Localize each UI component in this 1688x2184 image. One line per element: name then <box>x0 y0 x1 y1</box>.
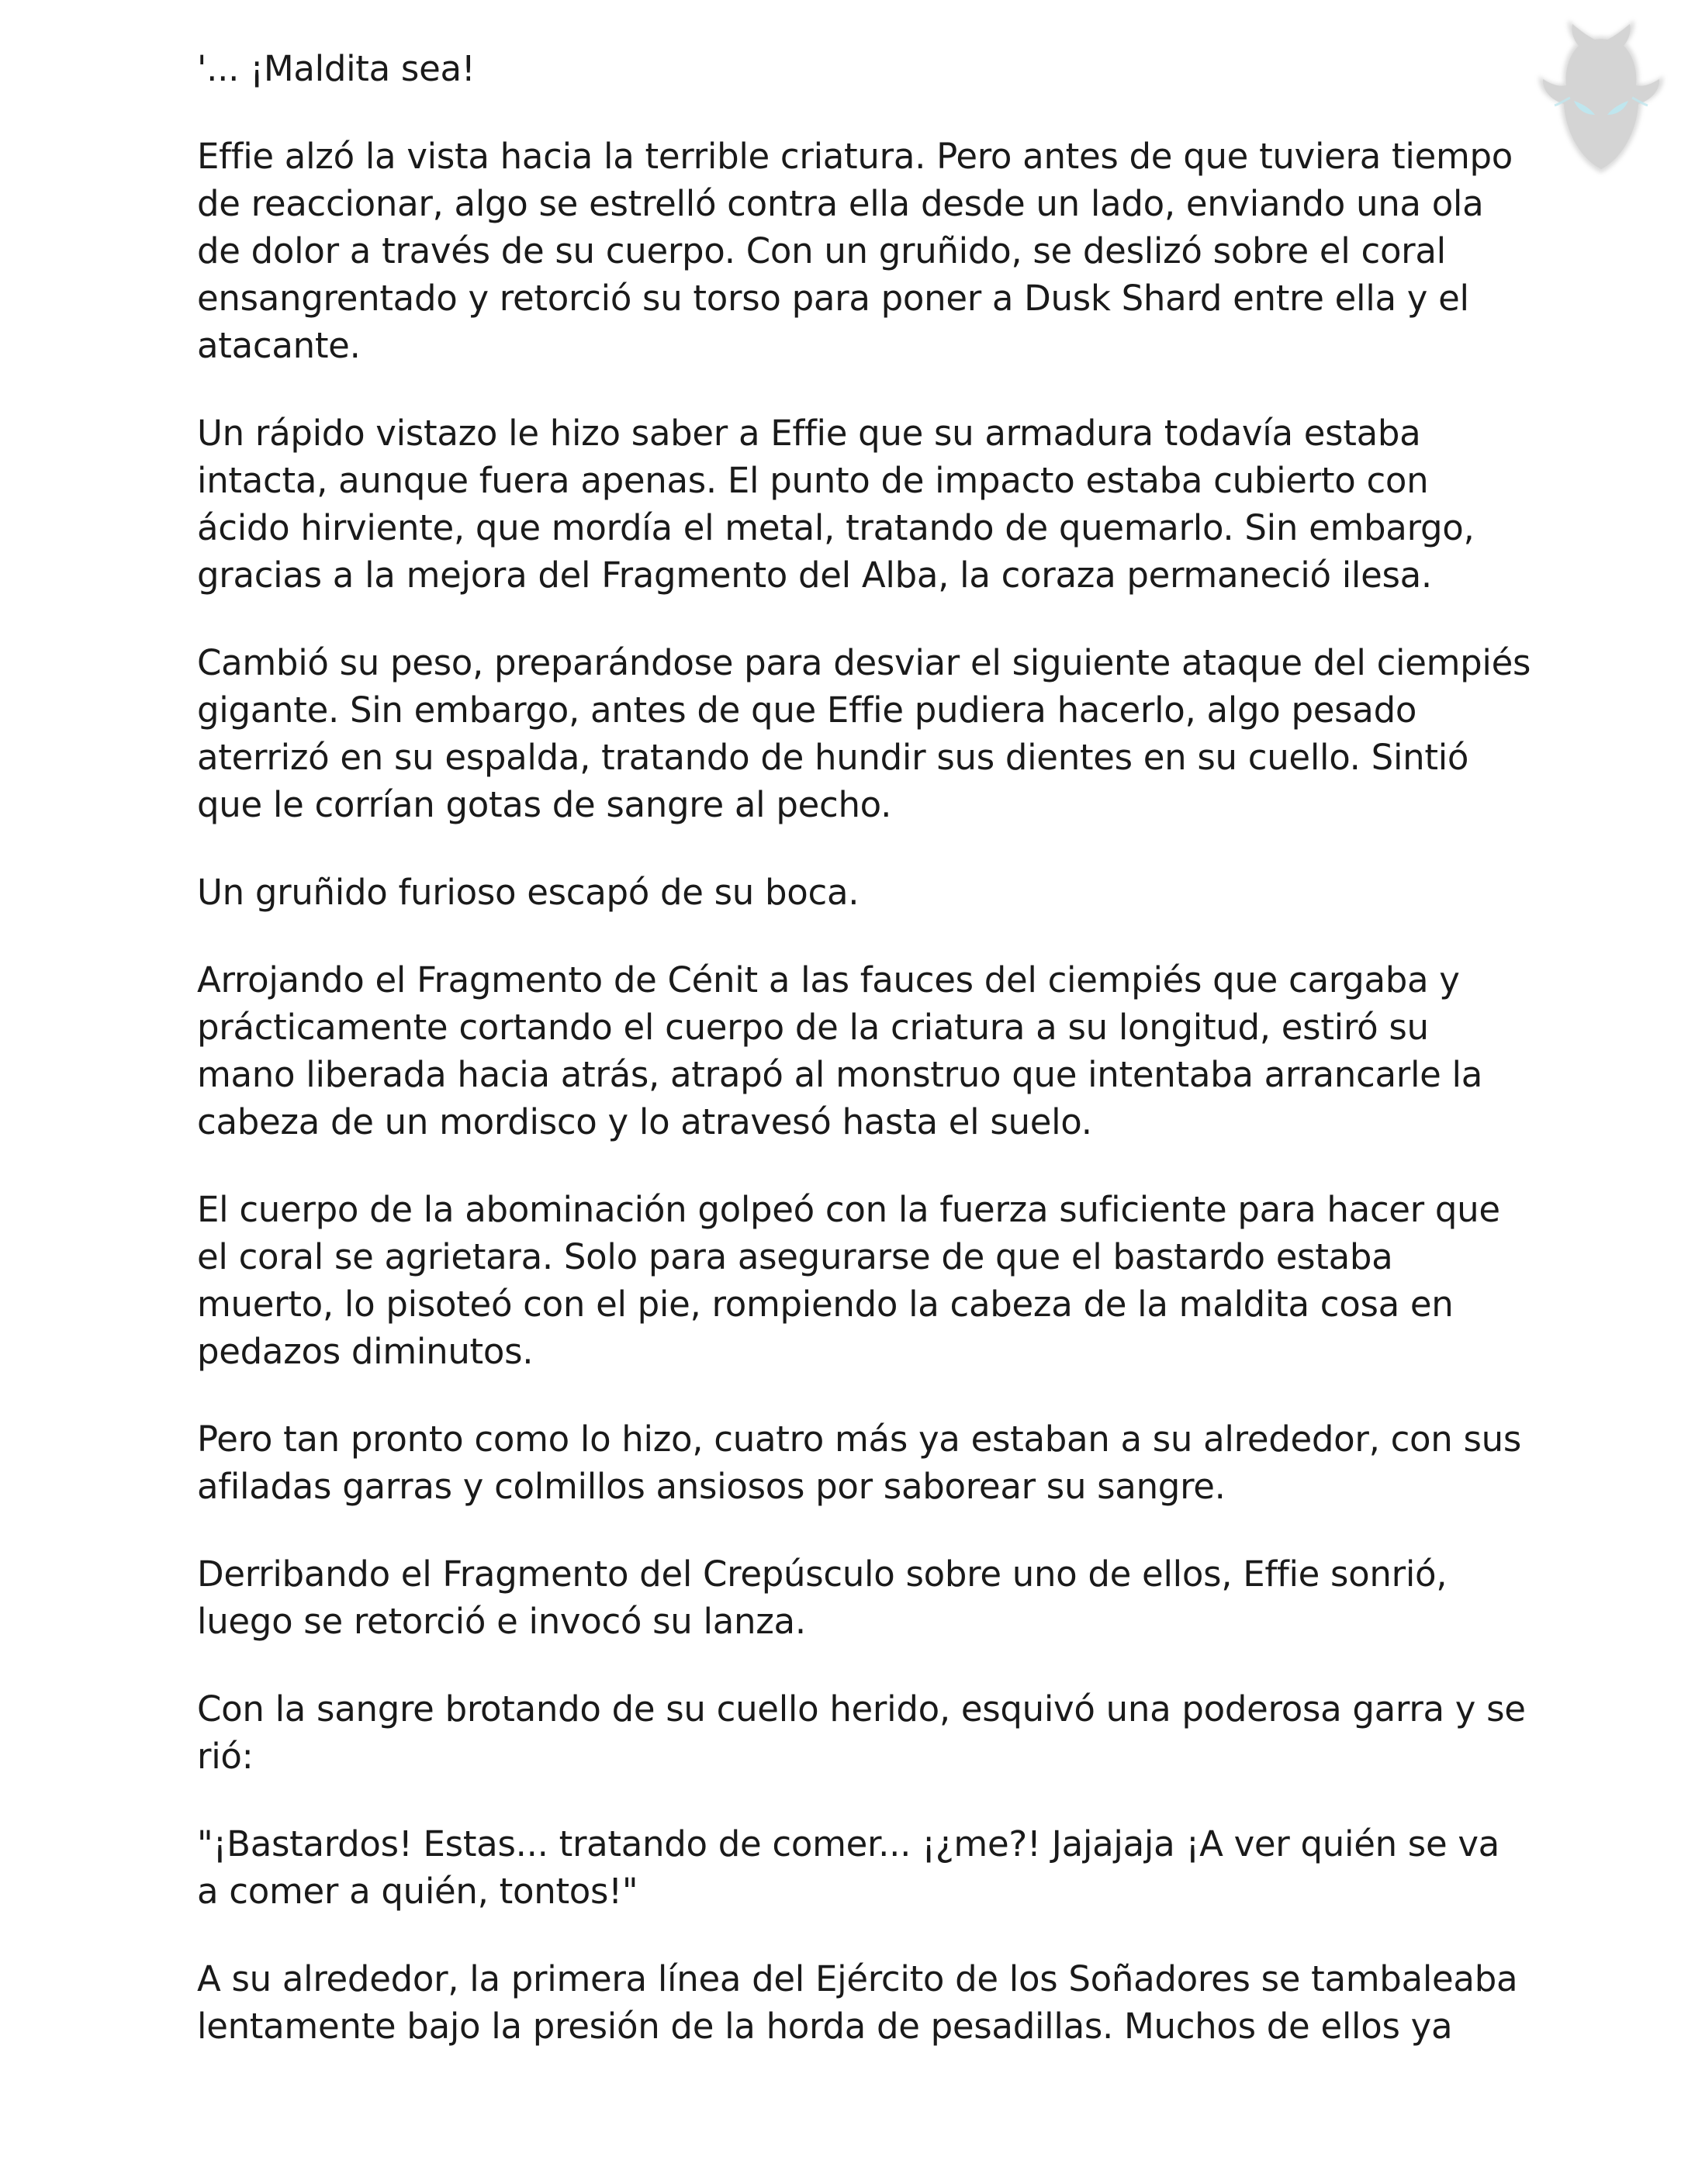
document-body <box>197 45 1531 2090</box>
demon-head-shape <box>1543 24 1659 169</box>
paragraph: "¡Bastardos! Estas... tratando de comer... ¡¿me?! Jajajaja ¡A ver quién se va a comer a quién, tontos!" <box>197 1823 1499 1912</box>
paragraph: El cuerpo de la abominación golpeó con la fuerza suficiente para hacer que el coral se agrietara. Solo para asegurarse de que el bastardo estaba muerto, lo pisoteó con el pie, rompiendo la cabeza de la maldita cosa en pedazos diminutos. <box>197 1189 1500 1372</box>
horned-demon-head-icon <box>1531 14 1671 185</box>
paragraph: Arrojando el Fragmento de Cénit a las fauces del ciempiés que cargaba y prácticamente cortando el cuerpo de la criatura a su longitud, estiró su mano liberada hacia atrás, atrapó al monstruo que intentaba arrancarle la cabeza de un mordisco y lo atravesó hasta el suelo. <box>197 959 1483 1142</box>
paragraph: A su alrededor, la primera línea del Ejército de los Soñadores se tambaleaba lentamente bajo la presión de la horda de pesadillas. Muchos de ellos ya <box>197 1958 1518 2047</box>
paragraph: Pero tan pronto como lo hizo, cuatro más ya estaban a su alrededor, con sus afiladas garras y colmillos ansiosos por saborear su sangre. <box>197 1419 1521 1507</box>
paragraph: Derribando el Fragmento del Crepúsculo sobre uno de ellos, Effie sonrió, luego se retorció e invocó su lanza. <box>197 1553 1448 1642</box>
paragraph: Un gruñido furioso escapó de su boca. <box>197 872 860 913</box>
paragraph: Con la sangre brotando de su cuello herido, esquivó una poderosa garra y se rió: <box>197 1688 1526 1777</box>
paragraph: Effie alzó la vista hacia la terrible criatura. Pero antes de que tuviera tiempo de reaccionar, algo se estrelló contra ella desde un lado, enviando una ola de dolor a través de su cuerpo. Con un gruñido, se deslizó sobre el coral ensangrentado y retorció su torso para poner a Dusk Shard entre ella y el atacante. <box>197 136 1513 366</box>
paragraph: '... ¡Maldita sea! <box>197 48 476 89</box>
paragraph: Cambió su peso, preparándose para desviar el siguiente ataque del ciempiés gigante. Sin embargo, antes de que Effie pudiera hacerlo, algo pesado aterrizó en su espalda, tratando de hundir sus dientes en su cuello. Sintió que le corrían gotas de sangre al pecho. <box>197 642 1531 825</box>
paragraph: Un rápido vistazo le hizo saber a Effie que su armadura todavía estaba intacta, aunque fuera apenas. El punto de impacto estaba cubierto con ácido hirviente, que mordía el metal, tratando de quemarlo. Sin embargo, gracias a la mejora del Fragmento del Alba, la coraza permaneció ilesa. <box>197 413 1475 596</box>
